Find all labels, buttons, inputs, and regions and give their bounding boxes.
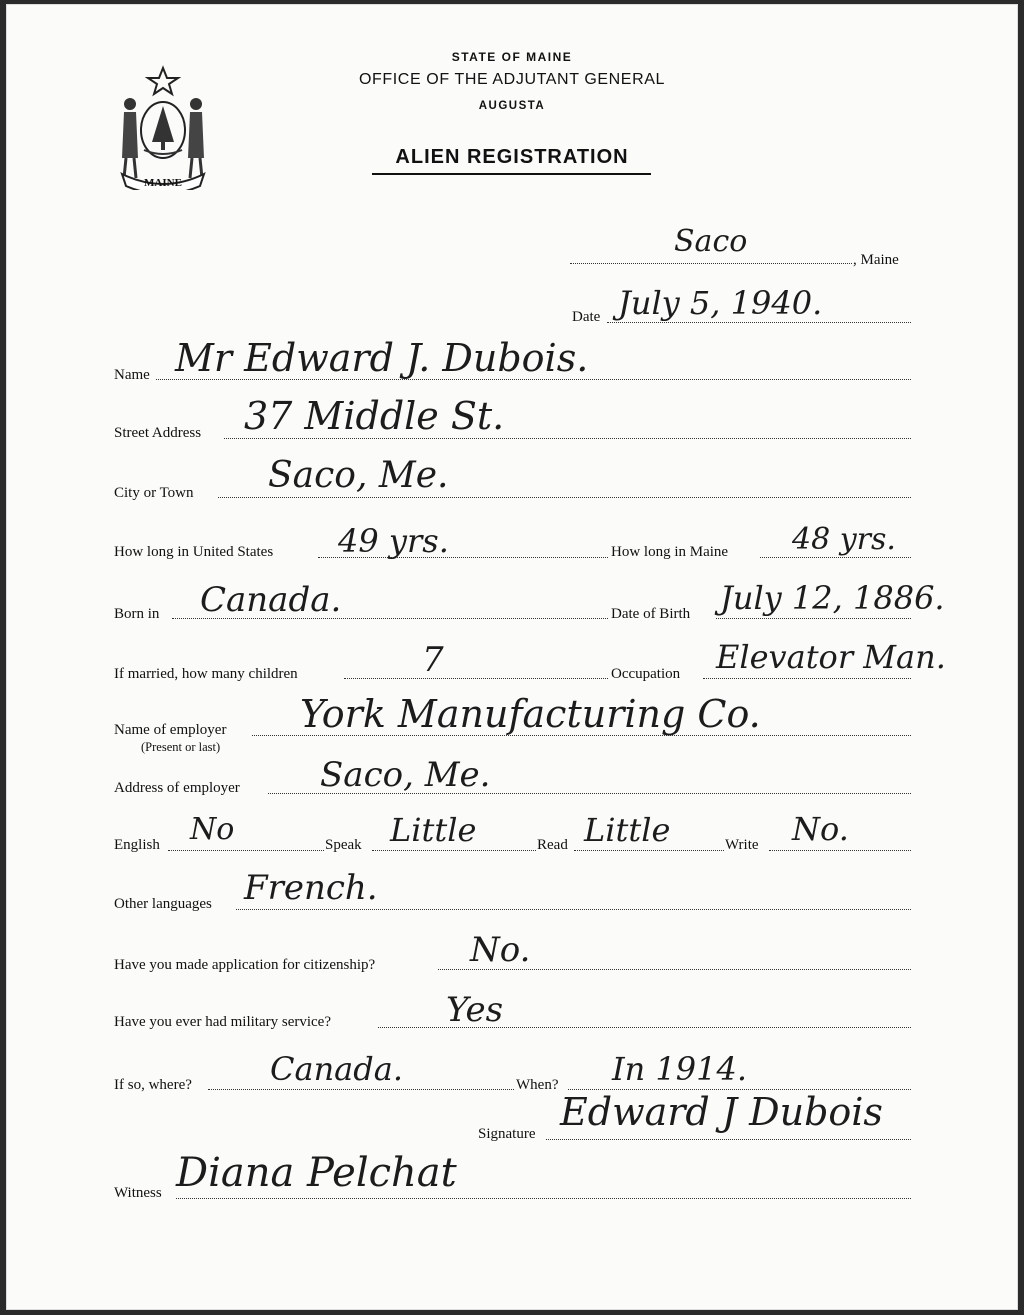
military-entry[interactable]: Yes [446, 990, 504, 1030]
born-in-entry[interactable]: Canada. [200, 580, 342, 620]
witness-line [176, 1198, 911, 1199]
other-languages-entry[interactable]: French. [244, 868, 378, 908]
witness-label: Witness [114, 1185, 162, 1201]
read-entry[interactable]: Little [584, 811, 671, 849]
children-label: If married, how many children [114, 666, 298, 682]
occupation-entry[interactable]: Elevator Man. [716, 638, 946, 676]
speak-label: Speak [325, 837, 362, 853]
where-line [208, 1089, 514, 1090]
date-of-birth-label: Date of Birth [611, 606, 691, 622]
header-state: STATE OF MAINE [451, 50, 573, 64]
how-long-us-label: How long in United States [114, 544, 274, 560]
date-of-birth-entry[interactable]: July 12, 1886. [720, 579, 945, 617]
write-label: Write [725, 837, 759, 853]
born-in-label: Born in [114, 606, 160, 622]
town-entry[interactable]: Saco [674, 224, 748, 259]
city-label: City or Town [114, 485, 194, 501]
english-entry[interactable]: No [190, 812, 235, 847]
speak-line [372, 850, 536, 851]
english-label: English [114, 837, 160, 853]
children-entry[interactable]: 7 [422, 640, 444, 680]
occupation-label: Occupation [611, 666, 681, 682]
how-long-us-entry[interactable]: 49 yrs. [338, 522, 449, 560]
employer-name-entry[interactable]: York Manufacturing Co. [300, 692, 761, 736]
where-label: If so, where? [114, 1077, 192, 1093]
when-label: When? [516, 1077, 559, 1093]
header-city: AUGUSTA [478, 100, 546, 112]
street-address-entry[interactable]: 37 Middle St. [244, 394, 505, 438]
date-line [607, 322, 911, 323]
read-line [574, 850, 724, 851]
read-label: Read [537, 837, 568, 853]
seal-motto: MAINE [144, 177, 182, 189]
employer-name-label: Name of employer [114, 722, 227, 738]
citizenship-label: Have you made application for citizenship? [114, 957, 376, 973]
write-line [769, 850, 911, 851]
date-label: Date [572, 309, 601, 325]
employer-address-label: Address of employer [114, 780, 240, 796]
write-entry[interactable]: No. [792, 810, 849, 848]
header-office: OFFICE OF THE ADJUTANT GENERAL [358, 71, 666, 88]
date-of-birth-line [716, 618, 911, 619]
other-languages-label: Other languages [114, 896, 212, 912]
employer-address-entry[interactable]: Saco, Me. [320, 755, 491, 795]
name-entry[interactable]: Mr Edward J. Dubois. [175, 336, 589, 380]
how-long-maine-entry[interactable]: 48 yrs. [792, 522, 896, 557]
maine-label: , Maine [853, 252, 899, 268]
where-entry[interactable]: Canada. [270, 1050, 403, 1088]
children-line [344, 678, 608, 679]
other-languages-line [236, 909, 911, 910]
speak-entry[interactable]: Little [390, 811, 477, 849]
employer-name-sublabel: (Present or last) [141, 740, 221, 754]
street-address-label: Street Address [114, 425, 202, 441]
city-line [218, 497, 911, 498]
town-line [570, 263, 852, 264]
city-entry[interactable]: Saco, Me. [268, 455, 449, 496]
occupation-line [703, 678, 911, 679]
how-long-maine-label: How long in Maine [611, 544, 729, 560]
citizenship-entry[interactable]: No. [470, 930, 531, 970]
signature-line [546, 1139, 911, 1140]
how-long-maine-line [760, 557, 911, 558]
english-line [168, 850, 324, 851]
street-address-line [224, 438, 911, 439]
signature-label: Signature [478, 1126, 536, 1142]
name-label: Name [114, 367, 150, 383]
title-underline [372, 173, 651, 175]
date-entry[interactable]: July 5, 1940. [618, 284, 823, 322]
military-label: Have you ever had military service? [114, 1014, 331, 1030]
form-title: ALIEN REGISTRATION [395, 146, 629, 168]
witness-entry[interactable]: Diana Pelchat [176, 1150, 457, 1196]
when-entry[interactable]: In 1914. [612, 1050, 748, 1088]
signature-entry[interactable]: Edward J Dubois [560, 1090, 883, 1134]
